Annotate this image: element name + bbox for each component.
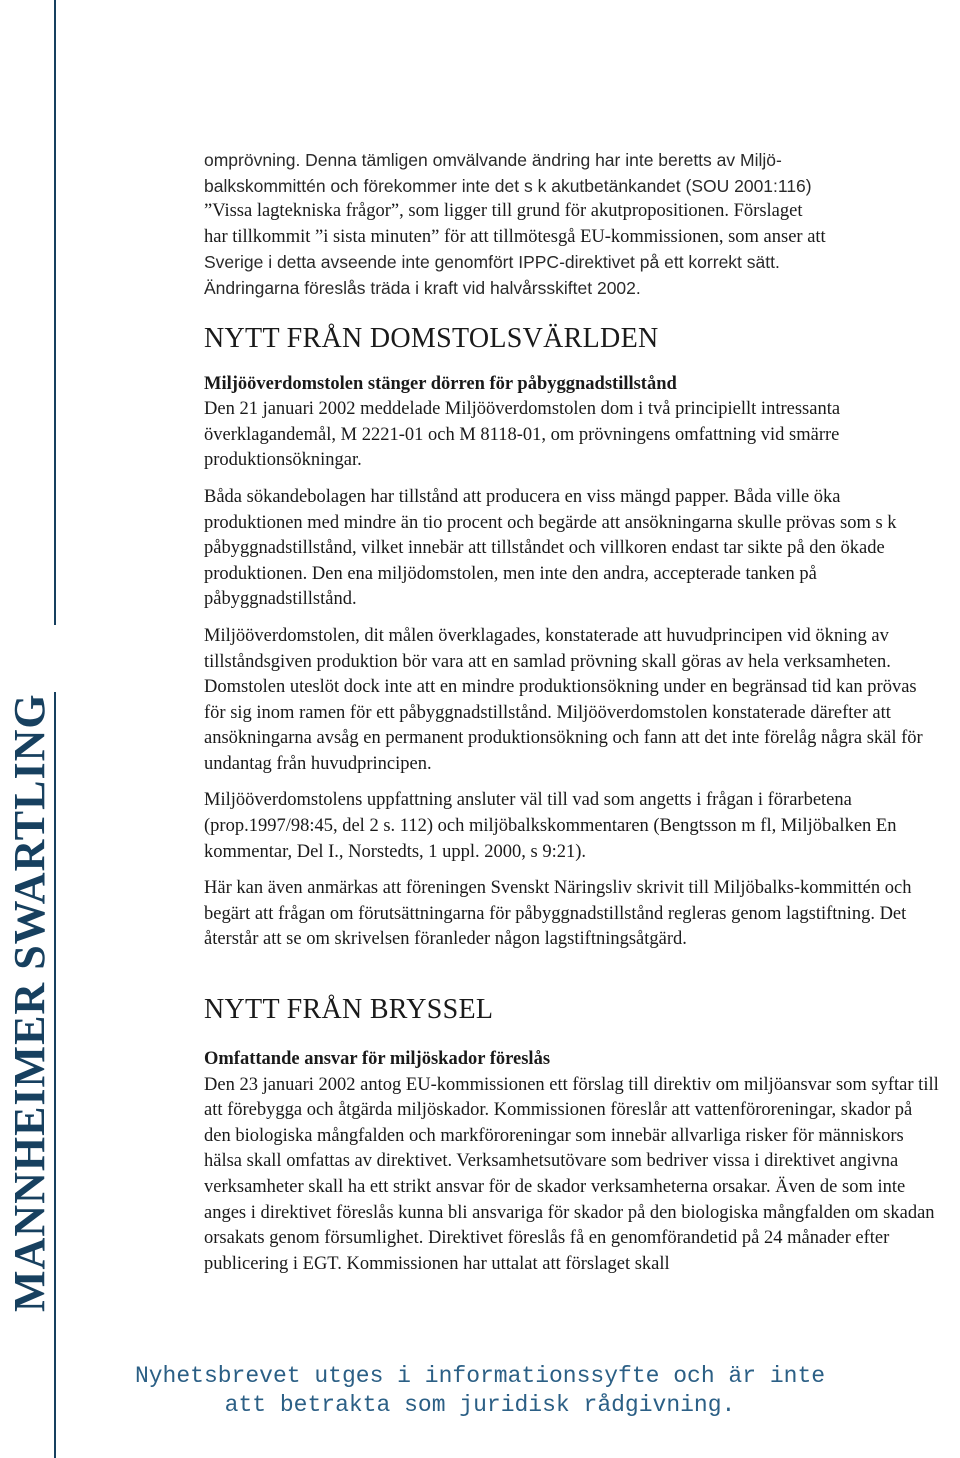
margin-rule-bottom	[54, 692, 56, 1458]
margin-rule-top	[54, 0, 56, 625]
intro-line: Ändringarna föreslås träda i kraft vid halvårsskiftet 2002.	[204, 277, 641, 298]
body-paragraph: Miljööverdomstolens uppfattning ansluter väl till vad som angetts i frågan i förarbetena (prop.1997/98:45, del 2 s. 112) och miljöbalkskommentaren (Bengtsson m fl, Miljöbalken En kommentar, Del I., Norstedts, 1 uppl. 2000, s 9:21).	[204, 790, 897, 862]
page-content	[204, 148, 939, 1277]
body-paragraph: Den 21 januari 2002 meddelade Miljööverdomstolen dom i två principiellt intressanta överklagandemål, M 2221-01 och M 8118-01, om prövningens omfattning vid smärre produktionsökningar.	[204, 399, 841, 471]
intro-line: balkskommittén och förekommer inte det s k akutbetänkandet (SOU 2001:116)	[204, 175, 812, 196]
section-heading-brussels: NYTT FRÅN BRYSSEL	[204, 994, 494, 1026]
disclaimer-line: Nyhetsbrevet utges i informationssyfte och är inte	[134, 1363, 826, 1389]
intro-line: Sverige i detta avseende inte genomfört IPPC-direktivet på ett korrekt sätt.	[204, 252, 780, 273]
intro-line: har tillkommit ”i sista minuten” för att tillmötesgå EU-kommissionen, som anser att	[204, 226, 826, 247]
body-paragraph: Här kan även anmärkas att föreningen Svenskt Näringsliv skrivit till Miljöbalks-kommittén och begärt att frågan om förutsättningarna för påbyggnadstillstånd regleras genom lagstiftning. Det återstår att se om skrivelsen föranleder någon lagstiftningsåtgärd.	[204, 878, 912, 950]
article-heading-courts: Miljööverdomstolen stänger dörren för påbyggnadstillstånd	[204, 373, 677, 394]
intro-paragraph	[204, 148, 939, 302]
intro-line: omprövning. Denna tämligen omvälvande ändring har inte beretts av Miljö-	[204, 150, 782, 170]
article-heading-brussels: Omfattande ansvar för miljöskador föreslås	[204, 1049, 551, 1070]
intro-line: ”Vissa lagtekniska frågor”, som ligger till grund för akutpropositionen. Förslaget	[204, 201, 803, 222]
body-paragraph: Båda sökandebolagen har tillstånd att producera en viss mängd papper. Båda ville öka produktionen med mindre än tio procent och begärde att ansökningarna skulle prövas som s k påbyggnadstillstånd, vilket innebär att tillståndet och villkoren endast tar sikte på den ökade produktionen. Den ena miljödomstolen, men inte den andra, accepterade tanken på påbyggnadstillstånd.	[204, 486, 897, 610]
body-paragraph: Den 23 januari 2002 antog EU-kommissionen ett förslag till direktiv om miljöansvar som syftar till att förebygga och åtgärda miljöskador. Kommissionen föreslår att vattenföroreningar, skador på den biologiska mångfalden och markföroreningar som innebär allvarliga risker för människors hälsa skall omfattas av direktivet. Verksamhetsutövare som bedriver vissa i direktivet angivna verksamheter skall ha ett strikt ansvar för de skador verksamheterna orsakar. Även de som inte anges i direktivet föreslås kunna bli ansvariga för skador på den biologiska mångfalden om skadan orsakats genom försumlighet. Direktivet föreslås få en genomförandetid på 24 månader efter publicering i EGT. Kommissionen har uttalat att förslaget skall	[204, 1074, 939, 1274]
footer-disclaimer	[0, 1362, 960, 1420]
body-paragraph: Miljööverdomstolen, dit målen överklagades, konstaterade att huvudprincipen vid ökning av tillståndsgiven produktion bör vara att en samlad prövning skall göras av hela verksamheten. Domstolen uteslöt dock inte att en mindre produktionsökning under en begränsad tid kan prövas för sig inom ramen för ett påbyggnadstillstånd. Miljööverdomstolen konstaterade därefter att ansökningarna avsåg en permanent produktionsökning och fann att det inte förelåg några skäl för undantag från huvudprincipen.	[204, 625, 923, 774]
section-heading-courts: NYTT FRÅN DOMSTOLSVÄRLDEN	[204, 322, 659, 354]
firm-logo: MANNHEIMER SWARTLING	[5, 693, 54, 1312]
disclaimer-line: att betrakta som juridisk rådgivning.	[224, 1392, 736, 1418]
